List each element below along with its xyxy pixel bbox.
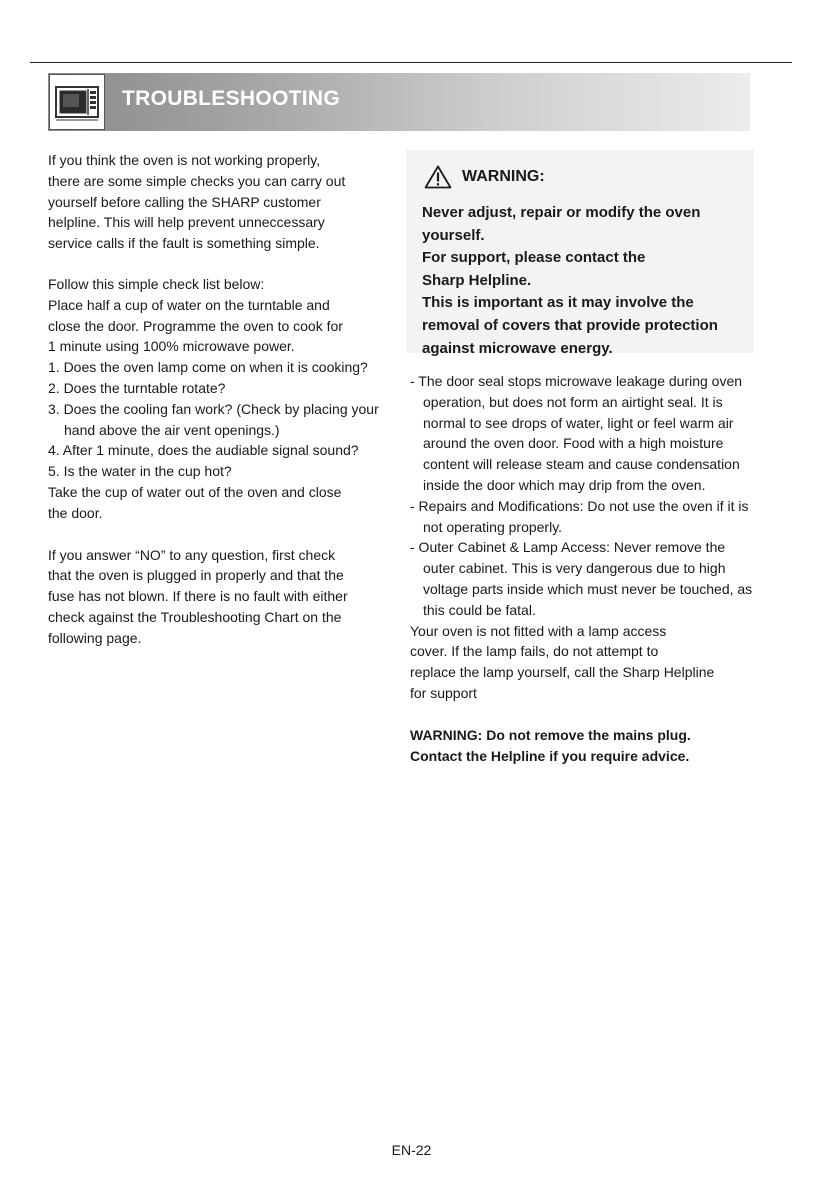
checks-outro-line: Take the cup of water out of the oven and close	[48, 483, 342, 500]
safety-bullet: - Repairs and Modifications: Do not use the oven if it is not operating properly.	[410, 497, 749, 535]
warning-line: This is important as it may involve the	[422, 294, 694, 312]
safety-bullet: - Outer Cabinet & Lamp Access: Never remove the outer cabinet. This is very dangerous due to high voltage parts inside which must never be touched, as this could be fatal.	[410, 539, 753, 618]
check-item: 5. Is the water in the cup hot?	[48, 463, 232, 480]
answer-no-line: following page.	[48, 629, 142, 646]
answer-no-line: check against the Troubleshooting Chart on the	[48, 608, 342, 625]
check-item: 4. After 1 minute, does the audiable signal sound?	[48, 442, 359, 459]
microwave-oven-icon	[49, 74, 105, 130]
warning-box	[406, 150, 754, 357]
intro-line: service calls if the fault is something simple.	[48, 235, 320, 252]
warning-line: removal of covers that provide protection	[422, 316, 718, 334]
checklist-intro-line: 1 minute using 100% microwave power.	[48, 338, 295, 355]
warning-line: For support, please contact the	[422, 249, 646, 267]
warning-line: Sharp Helpline.	[422, 271, 532, 289]
warning-text	[422, 202, 738, 360]
warning-triangle-icon	[424, 165, 452, 189]
intro-line: yourself before calling the SHARP customer	[48, 193, 321, 210]
warning-line: Never adjust, repair or modify the oven	[422, 204, 701, 221]
intro-line: If you think the oven is not working properly,	[48, 152, 321, 168]
final-warning-line: Contact the Helpline if you require advice.	[410, 747, 690, 764]
warning-title: WARNING:	[462, 168, 545, 185]
final-warning-line: WARNING: Do not remove the mains plug.	[410, 726, 691, 743]
answer-no-line: that the oven is plugged in properly and that the	[48, 567, 344, 584]
right-column	[410, 371, 755, 766]
intro-line: there are some simple checks you can carry out	[48, 172, 346, 189]
lamp-note-line: replace the lamp yourself, call the Sharp Helpline	[410, 664, 715, 681]
checklist-intro-line: Place half a cup of water on the turntable and	[48, 296, 330, 313]
answer-no-line: fuse has not blown. If there is no fault with either	[48, 588, 348, 605]
warning-line: against microwave energy.	[422, 339, 613, 357]
warning-line: yourself.	[422, 226, 485, 244]
intro-line: helpline. This will help prevent unneccessary	[48, 214, 325, 231]
checks-outro-line: the door.	[48, 504, 103, 521]
check-item: 3. Does the cooling fan work? (Check by placing your hand above the air vent openings.)	[48, 400, 379, 438]
left-column	[48, 150, 403, 649]
page-number: EN-22	[391, 1142, 432, 1158]
warning-header	[424, 162, 738, 192]
check-item: 2. Does the turntable rotate?	[48, 379, 226, 396]
checklist-intro-line: close the door. Programme the oven to cook for	[48, 317, 343, 334]
lamp-note-line: cover. If the lamp fails, do not attempt to	[410, 643, 659, 660]
checklist-intro-line: Follow this simple check list below:	[48, 275, 265, 292]
lamp-note-line: Your oven is not fitted with a lamp access	[410, 622, 667, 639]
check-item: 1. Does the oven lamp come on when it is cooking?	[48, 359, 368, 376]
top-rule	[30, 62, 792, 63]
page-title: TROUBLESHOOTING	[122, 87, 340, 110]
safety-bullet: - The door seal stops microwave leakage during oven operation, but does not form an airtight seal. It is normal to see drops of water, light or feel warm air around the oven door. Food with a high moisture content will release steam and cause condensation inside the door which may drip from the oven.	[410, 373, 743, 493]
lamp-note-line: for support	[410, 684, 477, 701]
answer-no-line: If you answer “NO” to any question, first check	[48, 546, 336, 563]
